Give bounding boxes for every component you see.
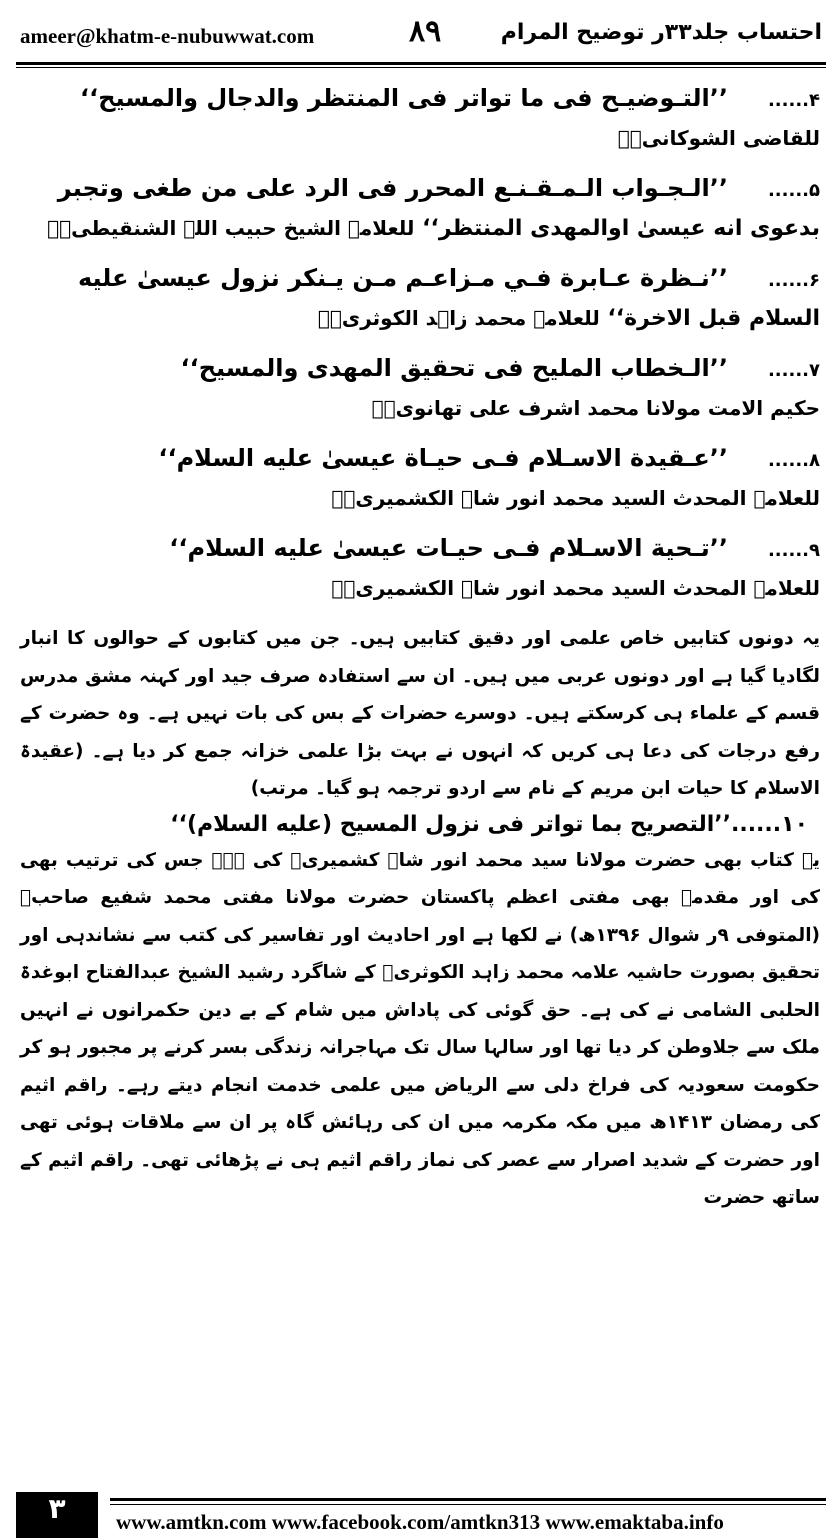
- entry-title: ’’الـخطاب المليح فى تحقيق المهدى والمسيح‘‘: [180, 354, 728, 382]
- entry-title: ’’التـوضيـح فى ما تواتر فى المنتظر والدجال والمسيح‘‘: [80, 84, 728, 112]
- footer-number-box: ۳: [16, 1492, 98, 1538]
- entry-author: للعلامہ المحدث السید محمد انور شاہ الکشمیریؒ۔: [331, 486, 820, 510]
- footer-rule-thin: [110, 1504, 826, 1505]
- entry-author: للعلامہ الشیخ حبیب اللہ الشنقیطیؒ۔: [47, 216, 415, 240]
- entry-author: للقاضی الشوکانیؒ۔: [617, 126, 820, 150]
- body-paragraph-2: یہ کتاب بھی حضرت مولانا سید محمد انور شاہ کشمیریؒ کی ہے۔ جس کی ترتیب بھی کی اور مقدمہ بھی مفتی اعظم پاکستان حضرت مولانا مفتی محمد شفیع صاحبؒ (المتوفی ۹ر شوال ۱۳۹۶ھ) نے لکھا ہے اور احادیث اور تفاسیر کی کتب سے نشاندہی اور تحقیق بصورت حاشیہ علامہ محمد زاہد الکوثریؒ کے شاگرد رشید الشیخ عبدالفتاح ابوغدۃ الحلبی الشامی نے کی ہے۔ حق گوئی کی پاداش میں شام کے بے دین حکمرانوں نے انہیں ملک سے جلاوطن کر دیا تھا اور سالہا سال تک مہاجرانہ زندگی بسر کرنے پر مجبور ہو کر حکومت سعودیہ کی فراخ دلی سے الریاض میں علمی خدمت انجام دیتے رہے۔ راقم اثیم کی رمضان ۱۴۱۳ھ میں مکہ مکرمہ میں ان کی رہائش گاہ پر ان سے ملاقات ہوئی تھی اور حضرت کے شدید اصرار سے عصر کی نماز راقم اثیم ہی نے پڑھائی تھی۔ راقم اثیم کے ساتھ حضرت: [20, 849, 820, 1208]
- entry-title: ’’التصريح بما تواتر فى نزول المسيح (عليه السلام)‘‘: [170, 811, 731, 837]
- entry-number: ۹......: [767, 540, 820, 561]
- entry-title: ’’تـحية الاسـلام فـى حيـات عيسىٰ عليه السلام‘‘: [169, 534, 728, 562]
- footer-rule: [110, 1498, 826, 1501]
- entry-author: للعلامہ محمد زاہد الکوثریؒ۔: [317, 306, 600, 330]
- entry-author: للعلامہ المحدث السید محمد انور شاہ الکشمیریؒ۔: [331, 576, 820, 600]
- book-title: احتساب جلد۳۳ر توضیح المرام: [500, 20, 822, 45]
- page-content: [20, 80, 820, 1217]
- book-entry-10: [20, 808, 820, 842]
- entry-number: ۷......: [767, 360, 820, 381]
- book-entry-5: [20, 170, 820, 248]
- page-footer: [16, 1492, 826, 1532]
- entry-number: ۱۰......: [730, 811, 808, 837]
- entry-title-continuation: بدعوى انه عيسىٰ اوالمهدى المنتظر‘‘: [422, 216, 820, 241]
- entry-title: ’’عـقيدة الاسـلام فـى حيـاة عيسىٰ عليه السلام‘‘: [158, 444, 728, 472]
- header-rule-thin: [16, 67, 826, 68]
- book-entry-4: [20, 80, 820, 158]
- body-paragraph-1: یہ دونوں کتابیں خاص علمی اور دقیق کتابیں ہیں۔ جن میں کتابوں کے حوالوں کا انبار لگادیا گیا ہے اور دونوں عربی میں ہیں۔ ان سے استفادہ صرف جید اور کہنہ مشق مدرس قسم کے علماء ہی کرسکتے ہیں۔ دوسرے حضرات کے بس کی بات نہیں ہے۔ وہ حضرت کے رفع درجات کی دعا ہی کریں کہ انہوں نے بہت بڑا علمی خزانہ جمع کر دیا ہے۔ (عقیدۃ الاسلام کا حیات ابن مریم کے نام سے اردو ترجمہ ہو گیا۔ مرتب): [20, 628, 820, 799]
- book-entry-7: [20, 350, 820, 428]
- entry-number: ۵......: [767, 180, 820, 201]
- header-rule: [16, 62, 826, 65]
- entry-number: ۸......: [767, 450, 820, 471]
- entry-number: ۴......: [767, 90, 820, 111]
- page-number: ٨٩: [409, 14, 442, 49]
- book-entry-8: [20, 440, 820, 518]
- book-entry-6: [20, 260, 820, 338]
- entry-title: ’’نـظرة عـابرة فـي مـزاعـم مـن يـنكر نزول عيسىٰ عليه: [77, 264, 728, 292]
- entry-title-continuation: السلام قبل الاخرة‘‘: [607, 306, 820, 331]
- entry-title: ’’الـجـواب الـمـقـنـع المحرر فى الرد على من طغى وتجبر: [57, 174, 728, 202]
- entry-number: ۶......: [767, 270, 820, 291]
- page-header: [14, 6, 826, 62]
- entry-author: حکیم الامت مولانا محمد اشرف علی تھانویؒ۔: [371, 396, 820, 420]
- book-entry-9: [20, 530, 820, 608]
- footer-links: www.amtkn.com www.facebook.com/amtkn313 www.emaktaba.info: [116, 1510, 724, 1534]
- header-email: ameer@khatm-e-nubuwwat.com: [20, 24, 315, 48]
